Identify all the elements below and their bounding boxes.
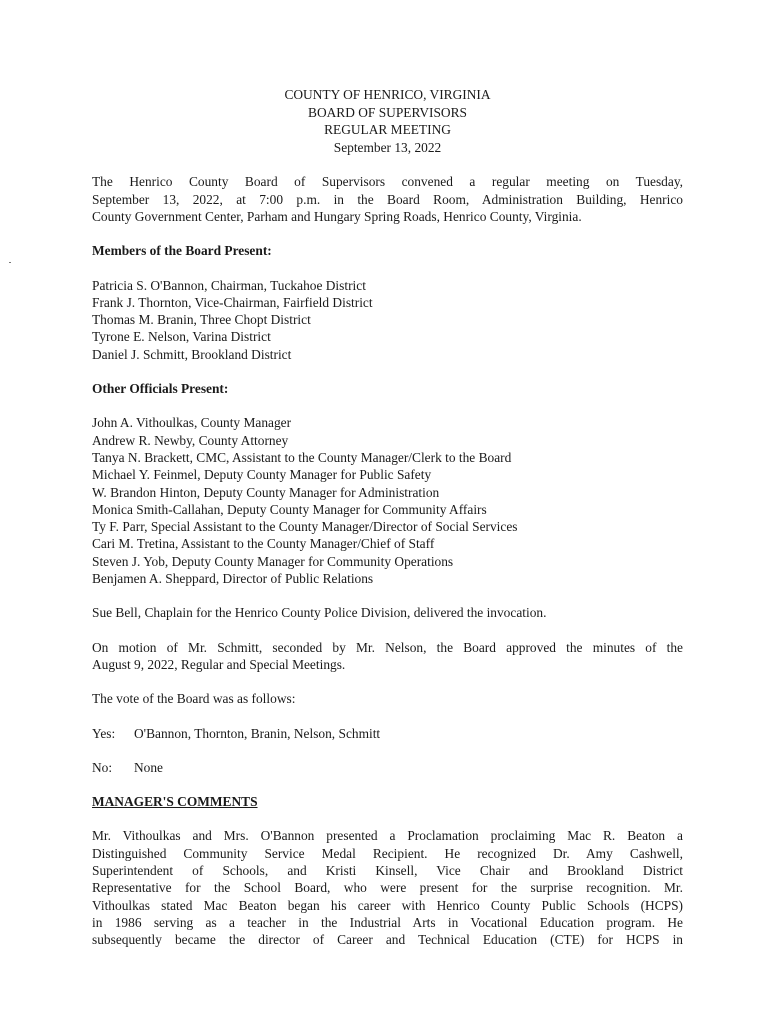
vote-intro: The vote of the Board was as follows: bbox=[92, 691, 296, 707]
list-item: Patricia S. O'Bannon, Chairman, Tuckahoe District bbox=[92, 277, 366, 293]
invocation-paragraph: Sue Bell, Chaplain for the Henrico County Police Division, delivered the invocation. bbox=[92, 605, 547, 621]
list-item: Benjamen A. Sheppard, Director of Public Relations bbox=[92, 571, 374, 587]
header-meeting-type: REGULAR MEETING bbox=[324, 122, 451, 138]
intro-paragraph bbox=[92, 173, 683, 225]
list-item: John A. Vithoulkas, County Manager bbox=[92, 415, 292, 431]
vote-no-row bbox=[92, 759, 683, 776]
minutes-paragraph bbox=[92, 639, 683, 674]
intro-line: The Henrico County Board of Supervisors convened a regular meeting on Tuesday, bbox=[92, 174, 683, 190]
header-date: September 13, 2022 bbox=[333, 139, 442, 155]
comments-line: in 1986 serving as a teacher in the Industrial Arts in Vocational Education program. He bbox=[92, 914, 683, 930]
list-item: Cari M. Tretina, Assistant to the County Manager/Chief of Staff bbox=[92, 536, 435, 552]
list-item: Tanya N. Brackett, CMC, Assistant to the County Manager/Clerk to the Board bbox=[92, 449, 512, 465]
comments-line: Distinguished Community Service Medal Recipient. He recognized Dr. Amy Cashwell, bbox=[92, 845, 683, 861]
minutes-line: August 9, 2022, Regular and Special Meetings. bbox=[92, 656, 346, 672]
document-page bbox=[92, 86, 683, 948]
comments-line: Vithoulkas stated Mac Beaton began his career with Henrico County Public Schools (HCPS) bbox=[92, 897, 683, 913]
minutes-line: On motion of Mr. Schmitt, seconded by Mr. Nelson, the Board approved the minutes of the bbox=[92, 639, 683, 655]
list-item: Andrew R. Newby, County Attorney bbox=[92, 432, 289, 448]
header-county: COUNTY OF HENRICO, VIRGINIA bbox=[284, 87, 491, 102]
list-item: Tyrone E. Nelson, Varina District bbox=[92, 329, 271, 345]
vote-no-value: None bbox=[134, 759, 164, 775]
list-item: Michael Y. Feinmel, Deputy County Manager for Public Safety bbox=[92, 467, 432, 483]
intro-line: September 13, 2022, at 7:00 p.m. in the Board Room, Administration Building, Henrico bbox=[92, 191, 683, 207]
list-item: Frank J. Thornton, Vice-Chairman, Fairfield District bbox=[92, 294, 373, 310]
vote-yes-label: Yes: bbox=[92, 725, 116, 741]
list-item: Ty F. Parr, Special Assistant to the County Manager/Director of Social Services bbox=[92, 519, 518, 535]
list-item: Steven J. Yob, Deputy County Manager for Community Operations bbox=[92, 553, 454, 569]
comments-line: Mr. Vithoulkas and Mrs. O'Bannon presented a Proclamation proclaiming Mac R. Beaton a bbox=[92, 828, 683, 844]
intro-line: County Government Center, Parham and Hungary Spring Roads, Henrico County, Virginia. bbox=[92, 208, 582, 224]
list-item: Monica Smith-Callahan, Deputy County Manager for Community Affairs bbox=[92, 501, 487, 517]
comments-line: Representative for the School Board, who were present for the surprise recognition. Mr. bbox=[92, 880, 683, 896]
managers-comments-heading: MANAGER'S COMMENTS bbox=[92, 794, 258, 810]
vote-yes-row bbox=[92, 725, 683, 742]
comments-line: subsequently became the director of Career and Technical Education (CTE) for HCPS in bbox=[92, 932, 683, 948]
list-item: W. Brandon Hinton, Deputy County Manager for Administration bbox=[92, 484, 440, 500]
list-item: Thomas M. Branin, Three Chopt District bbox=[92, 312, 311, 328]
members-list bbox=[92, 277, 683, 363]
members-heading: Members of the Board Present: bbox=[92, 243, 272, 259]
comments-line: Superintendent of Schools, and Kristi Kinsell, Vice Chair and Brookland District bbox=[92, 862, 683, 878]
officials-list bbox=[92, 414, 683, 587]
vote-yes-value: O'Bannon, Thornton, Branin, Nelson, Schmitt bbox=[134, 725, 381, 741]
header-board: BOARD OF SUPERVISORS bbox=[308, 104, 467, 120]
officials-heading: Other Officials Present: bbox=[92, 381, 229, 397]
scan-artifact bbox=[9, 262, 11, 263]
document-header bbox=[92, 86, 683, 156]
list-item: Daniel J. Schmitt, Brookland District bbox=[92, 346, 292, 362]
managers-comments-paragraph bbox=[92, 827, 683, 948]
vote-no-label: No: bbox=[92, 759, 113, 775]
